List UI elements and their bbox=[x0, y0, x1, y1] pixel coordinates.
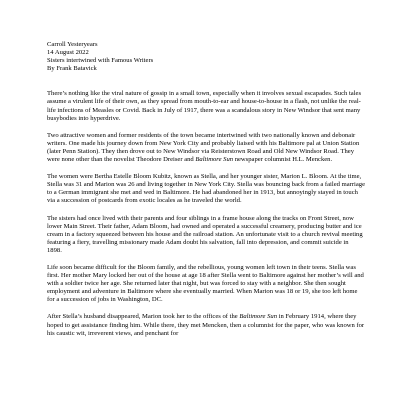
paragraph-2 bbox=[47, 132, 365, 164]
article-body bbox=[47, 41, 365, 338]
paragraph-spacer bbox=[47, 255, 365, 264]
paragraph-2-publication-italic: Baltimore Sun bbox=[195, 156, 234, 164]
publication-name: Carroll Yesteryears bbox=[47, 41, 98, 48]
paragraph-6-text-a: After Stella’s husband disappeared, Marion took her to the offices of the bbox=[47, 313, 240, 321]
paragraph-2-text-c: newspaper columnist H.L. Mencken. bbox=[233, 156, 333, 164]
header-spacer bbox=[47, 73, 365, 90]
paragraph-6-publication-italic: Baltimore Sun bbox=[239, 313, 277, 321]
paragraph-1: There’s nothing like the viral nature of gossip in a small town, especially when it involves sexual escapades. Such tales assume a virulent life of their own, as they spread from mouth-to-ear and house-to-house in a flash, not unlike the real-life infections of Measles or Covid. Back in July of 1917, there was a scandalous story in New Windsor that sent many busybodies into hyperdrive. bbox=[47, 90, 362, 122]
paragraph-3: The women were Bertha Estelle Bloom Kubitz, known as Stella, and her younger sister, Marion L. Bloom. At the time, Stella was 31 and Marion was 26 and living together in New York City. Stella was bouncing back from a failed marriage to a German immigrant she met and wed in Baltimore. He had abandoned her in 1913, but annoyingly stayed in touch via a succession of postcards from exotic locales as he traveled the world. bbox=[47, 173, 366, 205]
paragraph-6-text-c: in February 1914, where they hoped to get assistance finding him. While there, they met Mencken, then a columnist for the paper, who was known for his caustic wit, irreverent views, and penchant for bbox=[47, 313, 365, 337]
publication-date: 14 August 2022 bbox=[47, 49, 89, 57]
paragraph-5: Life soon became difficult for the Bloom family, and the rebellious, young women left town in their teens. Stella was first. Her mother Mary locked her out of the house at age 18 after Stella went to Baltimore against her mother’s will and with a soldier twice her age. She returned later that night, but was forced to stay with a neighbor. She then sought employment and adventure in Baltimore where she eventually married. When Marion was 18 or 19, she too left home for a succession of jobs in Washington, DC. bbox=[47, 263, 364, 304]
article-byline: By Frank Batavick bbox=[47, 65, 97, 73]
paragraph-6 bbox=[47, 313, 365, 337]
paragraph-spacer bbox=[47, 123, 365, 132]
article-title: Sisters intertwined with Famous Writers bbox=[47, 57, 154, 65]
paragraph-spacer bbox=[47, 304, 365, 313]
paragraph-spacer bbox=[47, 164, 365, 173]
article-header bbox=[47, 41, 365, 73]
paragraph-spacer bbox=[47, 206, 365, 215]
paragraph-4: The sisters had once lived with their parents and four siblings in a frame house along the tracks on Front Street, now lower Main Street. Their father, Adam Bloom, had owned and operated a successful creamery, producing butter and ice cream in a factory squeezed between his house and the railroad station. An unfortunate visit to a church revival meeting featuring a fiery, travelling missionary made Adam doubt his salvation, fall into depression, and commit suicide in 1898. bbox=[47, 214, 363, 254]
paragraph-2-text-a: Two attractive women and former residents of the town became intertwined with two nationally known and debonair writers. One made his journey down from New York City and probably liaised with his Baltimore pal at Union Station (later Penn Station). They then drove out to New Windsor via Reisterstown Road and Old New Windsor Road. They were none other than the novelist Theodore Dreiser and bbox=[47, 131, 360, 164]
